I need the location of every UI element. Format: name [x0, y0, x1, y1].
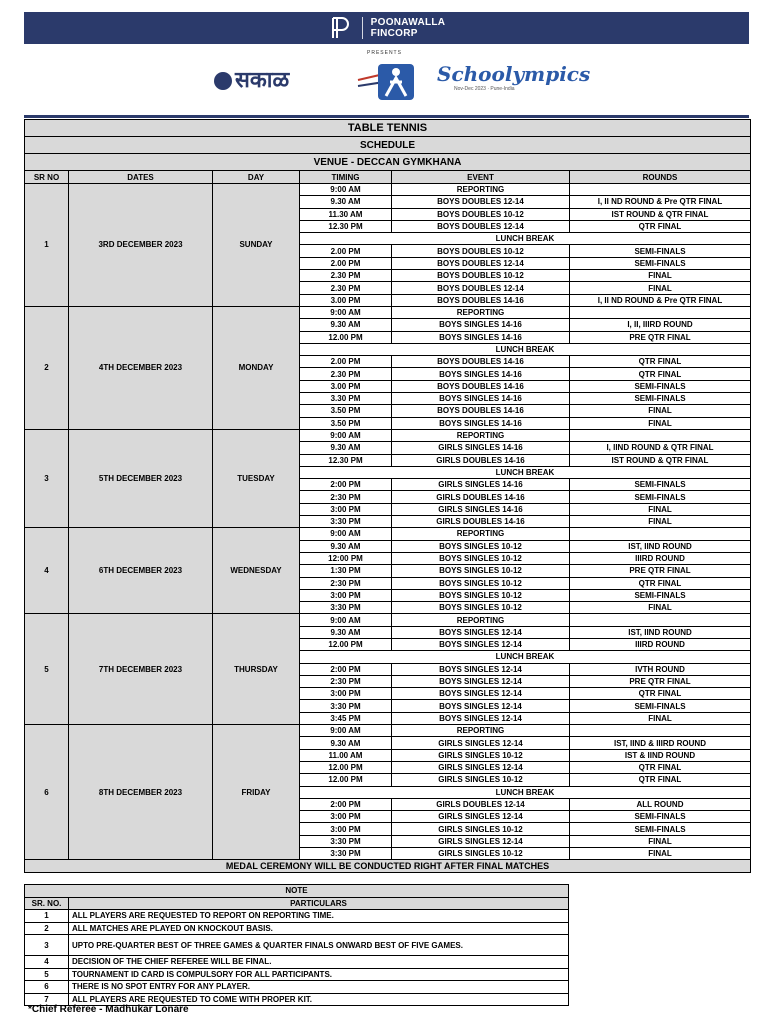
sr-no-cell: 1 [25, 184, 69, 307]
event-cell: GIRLS SINGLES 12-14 [392, 835, 570, 847]
note-row [25, 981, 569, 994]
notes-table [24, 884, 569, 1006]
day-cell: WEDNESDAY [213, 528, 300, 614]
lunch-break-cell: LUNCH BREAK [300, 786, 751, 798]
day-cell: SUNDAY [213, 184, 300, 307]
sr-no-cell: 3 [25, 429, 69, 527]
event-cell: BOYS SINGLES 12-14 [392, 700, 570, 712]
rounds-cell: SEMI-FINALS [570, 257, 751, 269]
table-row [25, 725, 751, 737]
rounds-cell: FINAL [570, 405, 751, 417]
event-cell: BOYS SINGLES 12-14 [392, 638, 570, 650]
event-cell: BOYS DOUBLES 12-14 [392, 282, 570, 294]
timing-cell: 11.00 AM [300, 749, 392, 761]
timing-cell: 3:45 PM [300, 712, 392, 724]
sr-no-cell: 2 [25, 306, 69, 429]
rounds-cell: QTR FINAL [570, 356, 751, 368]
note-text: THERE IS NO SPOT ENTRY FOR ANY PLAYER. [69, 981, 569, 994]
lunch-break-cell: LUNCH BREAK [300, 343, 751, 355]
rounds-cell: SEMI-FINALS [570, 589, 751, 601]
event-cell: GIRLS SINGLES 10-12 [392, 848, 570, 860]
timing-cell: 3:00 PM [300, 811, 392, 823]
event-cell: BOYS DOUBLES 10-12 [392, 245, 570, 257]
timing-cell: 2.30 PM [300, 282, 392, 294]
note-number: 3 [25, 935, 69, 956]
note-number: 2 [25, 922, 69, 935]
timing-cell: 12.00 PM [300, 331, 392, 343]
lunch-break-cell: LUNCH BREAK [300, 466, 751, 478]
event-cell: GIRLS SINGLES 10-12 [392, 749, 570, 761]
timing-cell: 3:30 PM [300, 602, 392, 614]
event-cell: BOYS DOUBLES 14-16 [392, 294, 570, 306]
event-cell: REPORTING [392, 429, 570, 441]
timing-cell: 3.00 PM [300, 294, 392, 306]
rounds-cell: IVTH ROUND [570, 663, 751, 675]
day-cell: FRIDAY [213, 725, 300, 860]
event-cell: REPORTING [392, 306, 570, 318]
timing-cell: 3:30 PM [300, 700, 392, 712]
timing-cell: 2:30 PM [300, 577, 392, 589]
note-text: UPTO PRE-QUARTER BEST OF THREE GAMES & QUARTER FINALS ONWARD BEST OF FIVE GAMES. [69, 935, 569, 956]
sakal-logo [214, 64, 289, 94]
event-cell: GIRLS SINGLES 12-14 [392, 761, 570, 773]
note-row [25, 922, 569, 935]
col-rounds: ROUNDS [570, 171, 751, 184]
event-cell: BOYS DOUBLES 12-14 [392, 257, 570, 269]
day-cell: TUESDAY [213, 429, 300, 527]
rounds-cell: PRE QTR FINAL [570, 675, 751, 687]
day-cell: MONDAY [213, 306, 300, 429]
schoolympics-logo: Schoolympics [437, 62, 591, 86]
event-cell: BOYS SINGLES 10-12 [392, 589, 570, 601]
event-cell: REPORTING [392, 528, 570, 540]
rounds-cell: QTR FINAL [570, 577, 751, 589]
event-cell: GIRLS DOUBLES 12-14 [392, 798, 570, 810]
timing-cell: 2:30 PM [300, 675, 392, 687]
timing-cell: 2:00 PM [300, 479, 392, 491]
rounds-cell: IIIRD ROUND [570, 552, 751, 564]
sponsor-banner [24, 12, 749, 44]
brand-line-1: POONAWALLA [370, 17, 446, 28]
event-cell: GIRLS DOUBLES 14-16 [392, 454, 570, 466]
poonawalla-logo [328, 16, 446, 40]
sr-no-cell: 4 [25, 528, 69, 614]
logo-strip [24, 46, 749, 112]
rounds-cell [570, 528, 751, 540]
date-cell: 7TH DECEMBER 2023 [69, 614, 213, 725]
event-cell: GIRLS SINGLES 12-14 [392, 737, 570, 749]
event-cell: BOYS SINGLES 10-12 [392, 552, 570, 564]
rounds-cell: FINAL [570, 712, 751, 724]
timing-cell: 2:00 PM [300, 663, 392, 675]
day-cell: THURSDAY [213, 614, 300, 725]
notes-title: NOTE [25, 885, 569, 898]
schoolympics-subtitle: Nov-Dec 2023 · Pune-India [454, 86, 515, 92]
note-row [25, 910, 569, 923]
date-cell: 6TH DECEMBER 2023 [69, 528, 213, 614]
rounds-cell: SEMI-FINALS [570, 823, 751, 835]
event-cell: BOYS DOUBLES 14-16 [392, 380, 570, 392]
timing-cell: 12.30 PM [300, 454, 392, 466]
rounds-cell: SEMI-FINALS [570, 245, 751, 257]
rounds-cell: I, IIND ROUND & QTR FINAL [570, 442, 751, 454]
note-row [25, 968, 569, 981]
date-cell: 4TH DECEMBER 2023 [69, 306, 213, 429]
timing-cell: 12.30 PM [300, 220, 392, 232]
col-day: DAY [213, 171, 300, 184]
col-sr-no: SR NO [25, 171, 69, 184]
note-text: ALL PLAYERS ARE REQUESTED TO REPORT ON REPORTING TIME. [69, 910, 569, 923]
timing-cell: 9.30 AM [300, 196, 392, 208]
event-cell: BOYS SINGLES 14-16 [392, 417, 570, 429]
timing-cell: 9:00 AM [300, 429, 392, 441]
event-cell: BOYS DOUBLES 14-16 [392, 356, 570, 368]
rounds-cell: FINAL [570, 516, 751, 528]
lunch-break-cell: LUNCH BREAK [300, 233, 751, 245]
rounds-cell: QTR FINAL [570, 368, 751, 380]
timing-cell: 9.30 AM [300, 319, 392, 331]
event-cell: BOYS SINGLES 14-16 [392, 319, 570, 331]
presents-label: PRESENTS [367, 50, 402, 56]
timing-cell: 12.00 PM [300, 774, 392, 786]
rounds-cell [570, 184, 751, 196]
rounds-cell: SEMI-FINALS [570, 393, 751, 405]
sakal-emblem-icon [214, 72, 232, 90]
rounds-cell [570, 614, 751, 626]
timing-cell: 3:30 PM [300, 848, 392, 860]
rounds-cell: QTR FINAL [570, 774, 751, 786]
timing-cell: 9.30 AM [300, 737, 392, 749]
table-row [25, 614, 751, 626]
rounds-cell: IST, IIND ROUND [570, 626, 751, 638]
medal-ceremony-note: MEDAL CEREMONY WILL BE CONDUCTED RIGHT AFTER FINAL MATCHES [25, 860, 751, 873]
col-timing: TIMING [300, 171, 392, 184]
timing-cell: 2:30 PM [300, 491, 392, 503]
rounds-cell: I, II ND ROUND & Pre QTR FINAL [570, 196, 751, 208]
rounds-cell: FINAL [570, 417, 751, 429]
event-cell: BOYS SINGLES 10-12 [392, 540, 570, 552]
rounds-cell: I, II, IIIRD ROUND [570, 319, 751, 331]
note-text: ALL MATCHES ARE PLAYED ON KNOCKOUT BASIS. [69, 922, 569, 935]
event-cell: BOYS SINGLES 12-14 [392, 712, 570, 724]
schedule-title: TABLE TENNIS [25, 120, 751, 137]
timing-cell: 3:00 PM [300, 503, 392, 515]
note-row [25, 935, 569, 956]
event-cell: BOYS DOUBLES 10-12 [392, 270, 570, 282]
rounds-cell: I, II ND ROUND & Pre QTR FINAL [570, 294, 751, 306]
timing-cell: 2.30 PM [300, 368, 392, 380]
timing-cell: 3.30 PM [300, 393, 392, 405]
timing-cell: 2.00 PM [300, 257, 392, 269]
column-headers [25, 171, 751, 184]
header-divider [24, 115, 749, 118]
col-dates: DATES [69, 171, 213, 184]
table-row [25, 429, 751, 441]
rounds-cell: ALL ROUND [570, 798, 751, 810]
rounds-cell: QTR FINAL [570, 761, 751, 773]
timing-cell: 3.00 PM [300, 380, 392, 392]
logo-separator [362, 17, 363, 39]
note-number: 6 [25, 981, 69, 994]
sr-no-cell: 6 [25, 725, 69, 860]
timing-cell: 9:00 AM [300, 184, 392, 196]
rounds-cell: FINAL [570, 282, 751, 294]
timing-cell: 3:30 PM [300, 835, 392, 847]
timing-cell: 9:00 AM [300, 528, 392, 540]
timing-cell: 3:00 PM [300, 688, 392, 700]
timing-cell: 9:00 AM [300, 725, 392, 737]
timing-cell: 2.00 PM [300, 245, 392, 257]
timing-cell: 3.50 PM [300, 405, 392, 417]
rounds-cell: FINAL [570, 503, 751, 515]
rounds-cell: QTR FINAL [570, 220, 751, 232]
sr-no-cell: 5 [25, 614, 69, 725]
timing-cell: 1:30 PM [300, 565, 392, 577]
chief-referee: *Chief Referee - Madhukar Lonare [28, 1004, 189, 1015]
timing-cell: 3:30 PM [300, 516, 392, 528]
timing-cell: 12.00 PM [300, 761, 392, 773]
event-cell: BOYS SINGLES 12-14 [392, 663, 570, 675]
rounds-cell: SEMI-FINALS [570, 700, 751, 712]
sakal-text: सकाळ [235, 68, 290, 93]
note-number: 5 [25, 968, 69, 981]
brand-line-2: FINCORP [370, 28, 418, 39]
timing-cell: 9.30 AM [300, 442, 392, 454]
notes-col-sr: SR. NO. [25, 897, 69, 910]
note-text: ALL PLAYERS ARE REQUESTED TO COME WITH PROPER KIT. [69, 993, 569, 1006]
event-cell: BOYS DOUBLES 12-14 [392, 220, 570, 232]
note-text: DECISION OF THE CHIEF REFEREE WILL BE FINAL. [69, 956, 569, 969]
schoolympics-emblem-icon [354, 52, 434, 106]
event-cell: GIRLS SINGLES 10-12 [392, 774, 570, 786]
rounds-cell [570, 429, 751, 441]
event-cell: REPORTING [392, 184, 570, 196]
event-cell: GIRLS SINGLES 10-12 [392, 823, 570, 835]
rounds-cell: FINAL [570, 848, 751, 860]
note-row [25, 956, 569, 969]
event-cell: GIRLS SINGLES 12-14 [392, 811, 570, 823]
timing-cell: 2.00 PM [300, 356, 392, 368]
date-cell: 3RD DECEMBER 2023 [69, 184, 213, 307]
event-cell: BOYS SINGLES 14-16 [392, 331, 570, 343]
rounds-cell: FINAL [570, 602, 751, 614]
timing-cell: 12.00 PM [300, 638, 392, 650]
notes-col-particulars: PARTICULARS [69, 897, 569, 910]
event-cell: GIRLS SINGLES 14-16 [392, 479, 570, 491]
table-row [25, 184, 751, 196]
timing-cell: 9.30 AM [300, 540, 392, 552]
rounds-cell: IIIRD ROUND [570, 638, 751, 650]
rounds-cell: FINAL [570, 270, 751, 282]
rounds-cell: IST, IIND ROUND [570, 540, 751, 552]
date-cell: 5TH DECEMBER 2023 [69, 429, 213, 527]
rounds-cell: IST ROUND & QTR FINAL [570, 454, 751, 466]
note-number: 4 [25, 956, 69, 969]
event-cell: REPORTING [392, 614, 570, 626]
event-cell: BOYS SINGLES 12-14 [392, 688, 570, 700]
rounds-cell: SEMI-FINALS [570, 811, 751, 823]
event-cell: GIRLS DOUBLES 14-16 [392, 491, 570, 503]
timing-cell: 9.30 AM [300, 626, 392, 638]
rounds-cell: SEMI-FINALS [570, 491, 751, 503]
venue: VENUE - DECCAN GYMKHANA [25, 154, 751, 171]
poonawalla-p-icon [328, 16, 354, 40]
schedule-subtitle: SCHEDULE [25, 137, 751, 154]
rounds-cell: QTR FINAL [570, 688, 751, 700]
note-number: 7 [25, 993, 69, 1006]
brand-name [371, 17, 446, 39]
event-cell: BOYS SINGLES 14-16 [392, 368, 570, 380]
timing-cell: 9:00 AM [300, 614, 392, 626]
timing-cell: 2:00 PM [300, 798, 392, 810]
rounds-cell [570, 306, 751, 318]
rounds-cell: IST & IIND ROUND [570, 749, 751, 761]
timing-cell: 12:00 PM [300, 552, 392, 564]
event-cell: BOYS DOUBLES 10-12 [392, 208, 570, 220]
col-event: EVENT [392, 171, 570, 184]
note-text: TOURNAMENT ID CARD IS COMPULSORY FOR ALL PARTICIPANTS. [69, 968, 569, 981]
rounds-cell: FINAL [570, 835, 751, 847]
timing-cell: 3.50 PM [300, 417, 392, 429]
note-number: 1 [25, 910, 69, 923]
event-cell: REPORTING [392, 725, 570, 737]
timing-cell: 3:00 PM [300, 589, 392, 601]
event-cell: GIRLS SINGLES 14-16 [392, 503, 570, 515]
table-row [25, 306, 751, 318]
rounds-cell: IST, IIND & IIIRD ROUND [570, 737, 751, 749]
event-cell: BOYS SINGLES 12-14 [392, 675, 570, 687]
event-cell: BOYS SINGLES 10-12 [392, 577, 570, 589]
timing-cell: 2.30 PM [300, 270, 392, 282]
rounds-cell: PRE QTR FINAL [570, 565, 751, 577]
event-cell: GIRLS SINGLES 14-16 [392, 442, 570, 454]
lunch-break-cell: LUNCH BREAK [300, 651, 751, 663]
event-cell: BOYS DOUBLES 12-14 [392, 196, 570, 208]
event-cell: BOYS SINGLES 14-16 [392, 393, 570, 405]
event-cell: BOYS DOUBLES 14-16 [392, 405, 570, 417]
schedule-table [24, 119, 751, 873]
table-row [25, 528, 751, 540]
event-cell: BOYS SINGLES 12-14 [392, 626, 570, 638]
rounds-cell: SEMI-FINALS [570, 479, 751, 491]
event-cell: BOYS SINGLES 10-12 [392, 565, 570, 577]
timing-cell: 11.30 AM [300, 208, 392, 220]
rounds-cell: IST ROUND & QTR FINAL [570, 208, 751, 220]
event-cell: GIRLS DOUBLES 14-16 [392, 516, 570, 528]
timing-cell: 3:00 PM [300, 823, 392, 835]
timing-cell: 9:00 AM [300, 306, 392, 318]
rounds-cell [570, 725, 751, 737]
date-cell: 8TH DECEMBER 2023 [69, 725, 213, 860]
rounds-cell: PRE QTR FINAL [570, 331, 751, 343]
event-cell: BOYS SINGLES 10-12 [392, 602, 570, 614]
rounds-cell: SEMI-FINALS [570, 380, 751, 392]
